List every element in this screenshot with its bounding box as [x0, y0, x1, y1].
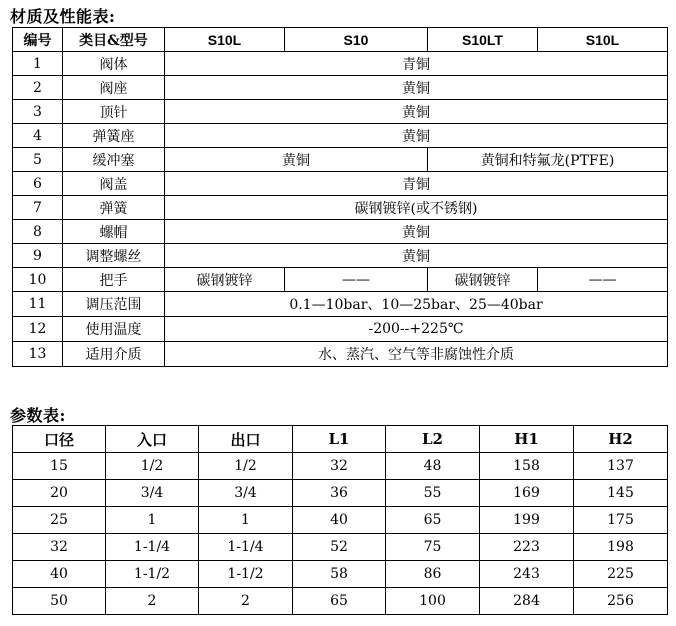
cell-outlet: 1-1/4 [199, 534, 293, 561]
row-material: 黄铜 [165, 100, 668, 124]
header-model-s10: S10 [285, 28, 428, 52]
row-material-s10l-s10: 黄铜 [165, 148, 428, 172]
cell-h2: 225 [574, 561, 668, 588]
cell-diameter: 50 [13, 588, 106, 615]
row-part: 弹簧座 [63, 124, 165, 148]
cell-l2: 86 [386, 561, 480, 588]
row-number: 13 [13, 342, 63, 367]
header-inlet: 入口 [106, 426, 199, 453]
row-part: 调压范围 [63, 292, 165, 317]
header-model-s10l-2: S10L [538, 28, 668, 52]
materials-header-row [13, 28, 668, 52]
row-number: 2 [13, 76, 63, 100]
row-number: 9 [13, 244, 63, 268]
cell-l1: 36 [293, 480, 386, 507]
cell-inlet: 2 [106, 588, 199, 615]
header-model-s10lt: S10LT [428, 28, 538, 52]
cell-inlet: 3/4 [106, 480, 199, 507]
cell-l1: 65 [293, 588, 386, 615]
cell-l2: 48 [386, 453, 480, 480]
row-part: 弹簧 [63, 196, 165, 220]
header-number: 编号 [13, 28, 63, 52]
cell-l1: 58 [293, 561, 386, 588]
materials-table [12, 27, 668, 367]
row-part: 缓冲塞 [63, 148, 165, 172]
table-row [13, 196, 668, 220]
cell-h1: 199 [480, 507, 574, 534]
cell-inlet: 1/2 [106, 453, 199, 480]
cell-l2: 100 [386, 588, 480, 615]
row-part: 螺帽 [63, 220, 165, 244]
header-category-model: 类目&型号 [63, 28, 165, 52]
row-part: 调整螺丝 [63, 244, 165, 268]
cell-l2: 75 [386, 534, 480, 561]
table-row [13, 268, 668, 292]
table-row [13, 124, 668, 148]
row-number: 8 [13, 220, 63, 244]
table-row [13, 244, 668, 268]
row-material: 水、蒸汽、空气等非腐蚀性介质 [165, 342, 668, 367]
row-number: 1 [13, 52, 63, 76]
cell-outlet: 1/2 [199, 453, 293, 480]
params-table [12, 425, 668, 615]
row-number: 5 [13, 148, 63, 172]
cell-inlet: 1-1/4 [106, 534, 199, 561]
table-row [13, 148, 668, 172]
cell-h2: 256 [574, 588, 668, 615]
row-number: 4 [13, 124, 63, 148]
cell-inlet: 1 [106, 507, 199, 534]
row-material-s10lt-s10l: 黄铜和特氟龙(PTFE) [428, 148, 668, 172]
row-part: 把手 [63, 268, 165, 292]
row-material: 黄铜 [165, 124, 668, 148]
cell-outlet: 1-1/2 [199, 561, 293, 588]
table-row [13, 480, 668, 507]
table-row [13, 76, 668, 100]
cell-l2: 65 [386, 507, 480, 534]
header-model-s10l: S10L [165, 28, 285, 52]
row-material: 青铜 [165, 172, 668, 196]
cell-diameter: 15 [13, 453, 106, 480]
cell-h1: 169 [480, 480, 574, 507]
header-diameter: 口径 [13, 426, 106, 453]
header-outlet: 出口 [199, 426, 293, 453]
header-l1: L1 [293, 426, 386, 453]
cell-h2: 145 [574, 480, 668, 507]
header-l2: L2 [386, 426, 480, 453]
row-number: 7 [13, 196, 63, 220]
row-material: -200--+225℃ [165, 317, 668, 342]
cell-h2: 175 [574, 507, 668, 534]
params-header-row [13, 426, 668, 453]
table-row [13, 453, 668, 480]
row-part: 阀座 [63, 76, 165, 100]
cell-h2: 137 [574, 453, 668, 480]
row-part: 阀盖 [63, 172, 165, 196]
row-material-s10lt: 碳钢镀锌 [428, 268, 538, 292]
table-row [13, 561, 668, 588]
row-part: 使用温度 [63, 317, 165, 342]
row-material: 黄铜 [165, 244, 668, 268]
row-number: 3 [13, 100, 63, 124]
cell-h1: 243 [480, 561, 574, 588]
row-material: 黄铜 [165, 76, 668, 100]
cell-diameter: 25 [13, 507, 106, 534]
cell-l1: 52 [293, 534, 386, 561]
table-row [13, 172, 668, 196]
header-h1: H1 [480, 426, 574, 453]
table-row [13, 52, 668, 76]
row-number: 11 [13, 292, 63, 317]
table-row [13, 588, 668, 615]
row-material: 黄铜 [165, 220, 668, 244]
materials-title: 材质及性能表: [10, 7, 116, 26]
row-part: 阀体 [63, 52, 165, 76]
row-material: 青铜 [165, 52, 668, 76]
row-part: 顶针 [63, 100, 165, 124]
cell-l2: 55 [386, 480, 480, 507]
cell-diameter: 40 [13, 561, 106, 588]
row-material-s10l-2: —— [538, 268, 668, 292]
table-row [13, 342, 668, 367]
row-part: 适用介质 [63, 342, 165, 367]
table-row [13, 220, 668, 244]
cell-outlet: 2 [199, 588, 293, 615]
cell-inlet: 1-1/2 [106, 561, 199, 588]
row-number: 6 [13, 172, 63, 196]
cell-h2: 198 [574, 534, 668, 561]
cell-outlet: 3/4 [199, 480, 293, 507]
table-row [13, 534, 668, 561]
row-material-s10l: 碳钢镀锌 [165, 268, 285, 292]
row-number: 12 [13, 317, 63, 342]
cell-l1: 32 [293, 453, 386, 480]
table-row [13, 292, 668, 317]
row-number: 10 [13, 268, 63, 292]
cell-outlet: 1 [199, 507, 293, 534]
cell-h1: 158 [480, 453, 574, 480]
cell-h1: 284 [480, 588, 574, 615]
row-material: 0.1—10bar、10—25bar、25—40bar [165, 292, 668, 317]
table-row [13, 317, 668, 342]
table-row [13, 507, 668, 534]
row-material: 碳钢镀锌(或不锈钢) [165, 196, 668, 220]
cell-h1: 223 [480, 534, 574, 561]
header-h2: H2 [574, 426, 668, 453]
cell-l1: 40 [293, 507, 386, 534]
row-material-s10: —— [285, 268, 428, 292]
cell-diameter: 20 [13, 480, 106, 507]
cell-diameter: 32 [13, 534, 106, 561]
params-title: 参数表: [10, 406, 66, 425]
table-row [13, 100, 668, 124]
